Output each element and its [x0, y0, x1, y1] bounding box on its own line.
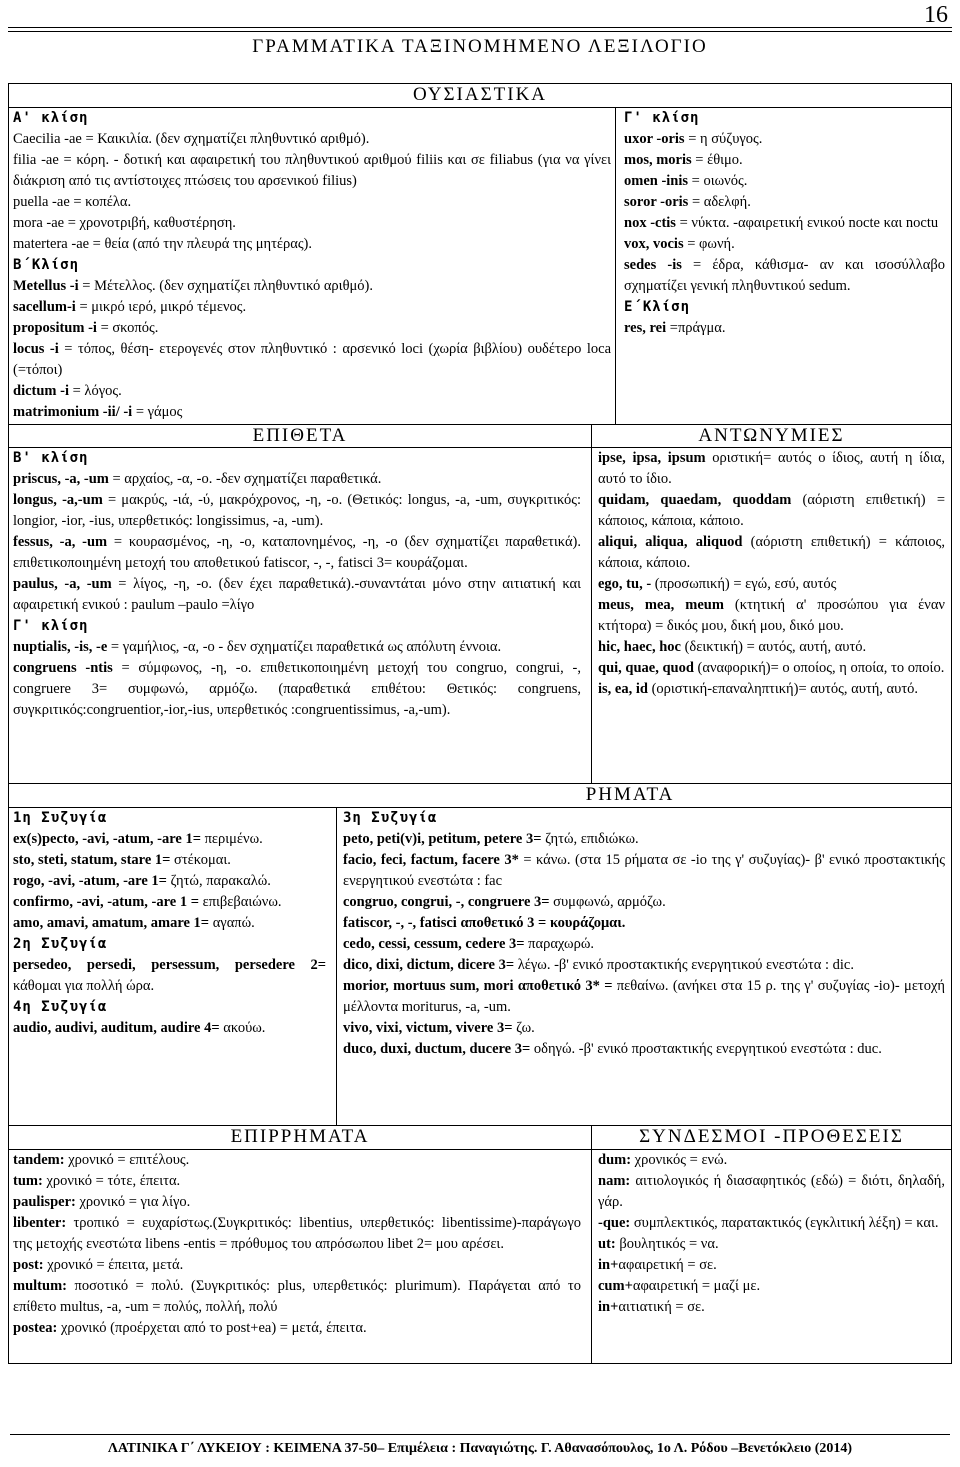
- entry-definition: χρονικό = για λίγο.: [75, 1194, 191, 1210]
- entry-term: persedeo, persedi, persessum, persedere 2=: [13, 957, 326, 973]
- entry-term: ipse, ipsa, ipsum: [598, 450, 706, 466]
- entry-definition: χρονικό = έπειτα, μετά.: [43, 1257, 184, 1273]
- entry-definition: χρονικό = τότε, έπειτα.: [42, 1173, 181, 1189]
- entry-term: morior, mortuus sum, mori αποθετικό 3* =: [343, 978, 613, 994]
- entry-definition: = γάμος: [132, 404, 183, 420]
- entry: [598, 532, 945, 574]
- footer: ΛΑΤΙΝΙΚΑ Γ΄ ΛΥΚΕΙΟΥ : ΚΕΙΜΕΝΑ 37-50– Επιμέλεια : Παναγιώτης. Γ. Αθανασόπουλος, 1ο Λ. Ρόδου –Βενετόκλειο (2014): [107, 1441, 853, 1456]
- entry: [598, 1255, 945, 1276]
- entry: [13, 339, 611, 381]
- entry-term: fessus, -a, -um: [13, 534, 108, 550]
- entry-definition: (κτητική α' προσώπου για έναν κτήτορα) = δικός μου, δική μου, δικό μου.: [598, 597, 945, 634]
- section-heading: 1η Συζυγία: [13, 810, 108, 826]
- entry: [13, 318, 611, 339]
- entry: [13, 150, 611, 192]
- entry-term: -que:: [598, 1215, 631, 1231]
- entry-term: soror -oris: [624, 194, 689, 210]
- entry-definition: = νύκτα. -αφαιρετική ενικού nocte και noctu: [675, 215, 939, 231]
- entry-definition: ζητώ, παρακαλώ.: [166, 873, 271, 889]
- entry-definition: = έθιμο.: [691, 152, 743, 168]
- main-title: ΓΡΑΜΜΑΤΙΚΑ ΤΑΞΙΝΟΜΗΜΕΝΟ ΛΕΞΙΛΟΓΙΟ: [252, 36, 708, 57]
- entry-term: meus, mea, meum: [598, 597, 724, 613]
- entry-term: cedo, cessi, cessum, cedere 3=: [343, 936, 525, 952]
- entry-term: in+: [598, 1257, 619, 1273]
- entry-definition: = κουρασμένος, -η, -ο, καταπονημένος, -η, -ο (δεν σχηματίζει παραθετικά). επιθετικοποιημένη μετοχή του αποθετικού fatiscor, -, -, fatisci 3= κουράζομαι.: [13, 534, 581, 571]
- entry-definition: = γαμήλιος, -α, -ο - δεν σχηματίζει παραθετικά ως απόλυτη έννοια.: [107, 639, 502, 655]
- entry: [343, 913, 945, 934]
- entry-term: paulisper:: [13, 1194, 76, 1210]
- entry-term: postea:: [13, 1320, 58, 1336]
- entry-definition: = αδελφή.: [688, 194, 751, 210]
- adverbs-title: ΕΠΙΡΡΗΜΑΤΑ: [230, 1126, 370, 1147]
- entry-definition: = φωνή.: [683, 236, 735, 252]
- entry-definition: = μακρύς, -ιά, -ύ, μακρόχρονος, -η, -ο. (Θετικός: longus, -a, -um, συγκριτικός: longior, -ior, -ius, υπερθετικός: longissimus, -a, -um).: [13, 492, 581, 529]
- entry: [13, 850, 326, 871]
- entry-term: res, rei: [624, 320, 667, 336]
- entry-term: tandem:: [13, 1152, 65, 1168]
- entry-definition: επιβεβαιώνω.: [198, 894, 282, 910]
- entry: [624, 171, 945, 192]
- entry: [598, 1234, 945, 1255]
- footer-rule: [10, 1434, 950, 1435]
- entry-term: rogo, -avi, -atum, -are 1=: [13, 873, 167, 889]
- entry-term: peto, peti(v)i, petitum, petere 3=: [343, 831, 542, 847]
- entry: [13, 871, 326, 892]
- entry-definition: =πράγμα.: [666, 320, 726, 336]
- entry-definition: περιμένω.: [200, 831, 263, 847]
- section-heading: 4η Συζυγία: [13, 999, 108, 1015]
- entry-term: sto, steti, statum, stare 1=: [13, 852, 171, 868]
- entry: [343, 829, 945, 850]
- section-heading: Γ' κλίση: [624, 110, 700, 126]
- entry: [598, 595, 945, 637]
- entry: [624, 129, 945, 150]
- entry-definition: κάθομαι για πολλή ώρα.: [13, 978, 155, 994]
- entry-definition: (αναφορική)= ο οποίος, η οποία, το οποίο.: [693, 660, 945, 676]
- section-heading: Β΄Κλίση: [13, 257, 80, 273]
- entry: [598, 658, 945, 679]
- entry: [598, 490, 945, 532]
- entry-term: dictum -i: [13, 383, 69, 399]
- entry-definition: βουλητικός = να.: [615, 1236, 719, 1252]
- entry-term: tum:: [13, 1173, 43, 1189]
- entry: [598, 679, 945, 700]
- entry: [13, 1171, 581, 1192]
- entry: [343, 1018, 945, 1039]
- entry-definition: = λόγος.: [68, 383, 122, 399]
- entry-term: Metellus -i: [13, 278, 79, 294]
- entry: [13, 532, 581, 574]
- entry-definition: οδηγώ. -β' ενικό προστακτικής ενεργητικού ενεστώτα : duc.: [530, 1041, 882, 1057]
- entry-term: quidam, quaedam, quoddam: [598, 492, 792, 508]
- entry-definition: (δεικτική) = αυτός, αυτή, αυτό.: [680, 639, 867, 655]
- section-heading: Γ' κλίση: [13, 618, 89, 634]
- entry-definition: αιτιατική = σε.: [618, 1299, 705, 1315]
- entry-term: aliqui, aliqua, aliquod: [598, 534, 743, 550]
- entry: [13, 490, 581, 532]
- entry-term: mos, moris: [624, 152, 692, 168]
- entry: [13, 829, 326, 850]
- entry-term: hic, haec, hoc: [598, 639, 681, 655]
- entry-definition: (οριστική-επαναληπτική)= αυτός, αυτή, αυτό.: [647, 681, 919, 697]
- entry-term: vox, vocis: [624, 236, 684, 252]
- entry-definition: αφαιρετική = μαζί με.: [632, 1278, 761, 1294]
- entry-term: nuptialis, -is, -e: [13, 639, 108, 655]
- verbs-right: [343, 808, 945, 1060]
- entry-definition: = οιωνός.: [688, 173, 748, 189]
- entry-term: locus -i: [13, 341, 59, 357]
- entry: [13, 381, 611, 402]
- entry-definition: = η σύζυγος.: [684, 131, 763, 147]
- nouns-right-cell: [615, 107, 952, 425]
- entry-definition: = σύμφωνος, -η, -ο. επιθετικοποιημένη μετοχή του congruo, congrui, -, congruere 3= συμφωνώ, αρμόζω. (παραθετικά επιθέτου: Θετικός: congruens, συγκριτικός:congruentior,-ior,-ius, υπερθετικός :congruentissimus, -a,-um).: [13, 660, 581, 718]
- entry: [343, 850, 945, 892]
- entry: [343, 955, 945, 976]
- verbs-right-cell: [336, 807, 952, 1126]
- entry-term: vivo, vixi, victum, vivere 3=: [343, 1020, 513, 1036]
- entry: [598, 574, 945, 595]
- entry-term: cum+: [598, 1278, 633, 1294]
- entry: [13, 1192, 581, 1213]
- entry-term: ut:: [598, 1236, 616, 1252]
- entry: [598, 1171, 945, 1213]
- pronouns-title-cell: [591, 424, 952, 448]
- entry-definition: λέγω. -β' ενικό προστακτικής ενεργητικού ενεστώτα : dic.: [514, 957, 854, 973]
- entry-term: confirmo, -avi, -atum, -are 1 =: [13, 894, 199, 910]
- entry: [343, 976, 945, 1018]
- entry-definition: αφαιρετική = σε.: [618, 1257, 717, 1273]
- entry-definition: Caecilia -ae = Καικιλία. (δεν σχηματίζει πληθυντικό αριθμό).: [13, 131, 370, 147]
- entry-definition: = αρχαίος, -α, -ο. -δεν σχηματίζει παραθετικά.: [108, 471, 382, 487]
- nouns-title-cell: [8, 83, 952, 108]
- adverbs-list: [13, 1150, 581, 1339]
- entry-term: qui, quae, quod: [598, 660, 694, 676]
- entry-definition: filia -ae = κόρη. - δοτική και αφαιρετική του πληθυντικού αριθμού filiis και σε filiabus (για να γίνει διάκριση από τις αντίστοιχες πτώσεις του αρσενικού filius): [13, 152, 611, 189]
- entry-term: sedes -is: [624, 257, 682, 273]
- entry: [13, 213, 611, 234]
- entry-definition: αιτιολογικός ή διασαφητικός (εδώ) = διότι, δηλαδή, γάρ.: [598, 1173, 945, 1210]
- entry: [624, 234, 945, 255]
- entry: [13, 1150, 581, 1171]
- entry: [13, 637, 581, 658]
- entry-definition: χρονικό = επιτέλους.: [64, 1152, 190, 1168]
- entry: [13, 892, 326, 913]
- conjunctions-title-cell: [591, 1125, 952, 1150]
- entry: [624, 255, 945, 297]
- pronouns-title: ΑΝΤΩΝΥΜΙΕΣ: [698, 425, 845, 446]
- adjectives-title-cell: [8, 424, 592, 448]
- entry: [624, 150, 945, 171]
- entry: [13, 574, 581, 616]
- pronouns-cell: [591, 447, 952, 784]
- entry-term: fatiscor, -, -, fatisci αποθετικό 3 = κουράζομαι.: [343, 915, 626, 931]
- entry: [624, 213, 945, 234]
- entry-definition: ζητώ, επιδιώκω.: [541, 831, 639, 847]
- entry-definition: = κάνω. (στα 15 ρήματα σε -io της γ' συζυγίας)- β' ενικό προστακτικής ενεργητικού ενεστώτα : fac: [343, 852, 946, 889]
- entry-definition: αγαπώ.: [209, 915, 255, 931]
- entry-definition: συμπλεκτικός, παρατακτικός (εγκλιτική λέξη) = και.: [630, 1215, 939, 1231]
- entry: [624, 318, 945, 339]
- adjectives-cell: [8, 447, 592, 784]
- entry: [13, 129, 611, 150]
- page-number: 16: [924, 2, 948, 28]
- entry-term: facio, feci, factum, facere 3*: [343, 852, 519, 868]
- entry-term: is, ea, id: [598, 681, 648, 697]
- nouns-left-cell: [8, 107, 616, 425]
- entry-term: duco, duxi, ductum, ducere 3=: [343, 1041, 531, 1057]
- entry-term: longus, -a,-um: [13, 492, 103, 508]
- entry-definition: (αόριστη επιθετική) = κάποιος, κάποια, κάποιο.: [598, 492, 946, 529]
- entry-term: dico, dixi, dictum, dicere 3=: [343, 957, 515, 973]
- entry: [13, 1018, 326, 1039]
- entry-definition: = λίγος, -η, -ο. (δεν έχει παραθετικά).-συναντάται μόνο στην αιτιατική και αφαιρετική ενικού : paulum –paulo =λίγο: [13, 576, 581, 613]
- entry: [13, 955, 326, 997]
- entry-definition: = Μέτελλος. (δεν σχηματίζει πληθυντικό αριθμό).: [78, 278, 373, 294]
- conjunctions-cell: [591, 1149, 952, 1364]
- entry-term: in+: [598, 1299, 619, 1315]
- section-heading: Α' κλίση: [13, 110, 89, 126]
- entry-term: amo, amavi, amatum, amare 1=: [13, 915, 210, 931]
- entry-term: congruens -ntis: [13, 660, 113, 676]
- entry: [13, 297, 611, 318]
- entry: [598, 1150, 945, 1171]
- entry-term: ego, tu, -: [598, 576, 652, 592]
- verbs-left: [13, 808, 326, 1039]
- entry-term: post:: [13, 1257, 44, 1273]
- nouns-right: [624, 108, 945, 339]
- entry-definition: παραχωρώ.: [524, 936, 594, 952]
- entry: [598, 1297, 945, 1318]
- adverbs-title-cell: [8, 1125, 592, 1150]
- entry-definition: = τόπος, θέση- ετερογενές στον πληθυντικό : αρσενικό loci (χωρία βιβλίου) ουδέτερο loca (=τόποι): [13, 341, 611, 378]
- entry: [13, 1213, 581, 1255]
- entry-definition: στέκομαι.: [170, 852, 231, 868]
- entry-term: audio, audivi, auditum, audire 4=: [13, 1020, 220, 1036]
- entry-definition: ζω.: [512, 1020, 535, 1036]
- conjunctions-list: [598, 1150, 945, 1318]
- conjunctions-title: ΣΥΝΔΕΣΜΟΙ -ΠΡΟΘΕΣΕΙΣ: [639, 1126, 904, 1147]
- entry-term: propositum -i: [13, 320, 97, 336]
- section-heading: Ε΄Κλίση: [624, 299, 691, 315]
- verbs-title-cell: [8, 783, 952, 808]
- entry-term: priscus, -a, -um: [13, 471, 109, 487]
- entry-definition: matertera -ae = θεία (από την πλευρά της μητέρας).: [13, 236, 313, 252]
- entry-definition: συμφωνώ, αρμόζω.: [549, 894, 666, 910]
- entry: [13, 276, 611, 297]
- section-heading: 3η Συζυγία: [343, 810, 438, 826]
- entry-term: libenter:: [13, 1215, 67, 1231]
- entry-term: nam:: [598, 1173, 631, 1189]
- entry-term: matrimonium -ii/ -i: [13, 404, 133, 420]
- adjectives-title: ΕΠΙΘΕΤΑ: [252, 425, 348, 446]
- entry-definition: (προσωπική) = εγώ, εσύ, αυτός: [651, 576, 837, 592]
- entry-term: uxor -oris: [624, 131, 685, 147]
- entry: [343, 1039, 945, 1060]
- entry-definition: (αόριστη επιθετική) = κάποιος, κάποια, κάποιο.: [598, 534, 946, 571]
- entry-definition: χρονικό (προέρχεται από το post+ea) = μετά, έπειτα.: [57, 1320, 367, 1336]
- entry-definition: ποσοτικό = πολύ. (Συγκριτικός: plus, υπερθετικός: plurimum). Παράγεται από το επίθετο multus, -a, -um = πολύς, πολλή, πολύ: [13, 1278, 581, 1315]
- entry: [598, 1213, 945, 1234]
- entry-definition: τροπικό = ευχαρίστως.(Συγκριτικός: libentius, υπερθετικός: libentissime)-παράγωγο της μετοχής ενεστώτα libens -entis = πρόθυμος του απρόσωπου libet 2= μου αρέσει.: [13, 1215, 581, 1252]
- entry: [598, 637, 945, 658]
- entry-term: congruo, congrui, -, congruere 3=: [343, 894, 550, 910]
- entry: [13, 469, 581, 490]
- entry-definition: χρονικός = ενώ.: [631, 1152, 728, 1168]
- entry: [13, 1276, 581, 1318]
- entry: [598, 1276, 945, 1297]
- entry-definition: = έδρα, κάθισμα- αν και ισοσύλλαβο σχηματίζει γενική πληθυντικού sedum.: [624, 257, 945, 294]
- entry-term: multum:: [13, 1278, 67, 1294]
- verbs-title: ΡΗΜΑΤΑ: [585, 784, 675, 805]
- entry: [13, 234, 611, 255]
- entry: [13, 1318, 581, 1339]
- nouns-title: ΟΥΣΙΑΣΤΙΚΑ: [412, 84, 548, 105]
- entry-term: paulus, -a, -um: [13, 576, 112, 592]
- entry: [624, 192, 945, 213]
- entry: [13, 658, 581, 721]
- nouns-left: [13, 108, 611, 423]
- entry-definition: puella -ae = κοπέλα.: [13, 194, 132, 210]
- entry: [13, 913, 326, 934]
- entry-definition: ακούω.: [219, 1020, 266, 1036]
- entry: [598, 448, 945, 490]
- section-heading: 2η Συζυγία: [13, 936, 108, 952]
- adjectives-list: [13, 448, 581, 721]
- entry-term: sacellum-i: [13, 299, 76, 315]
- entry-definition: = σκοπός.: [96, 320, 159, 336]
- entry-term: dum:: [598, 1152, 632, 1168]
- entry-definition: οριστική= αυτός ο ίδιος, αυτή η ίδια, αυτό το ίδιο.: [598, 450, 945, 487]
- verbs-left-cell: [8, 807, 337, 1126]
- entry-term: nox -ctis: [624, 215, 676, 231]
- entry-definition: mora -ae = χρονοτριβή, καθυστέρηση.: [13, 215, 236, 231]
- adverbs-cell: [8, 1149, 592, 1364]
- entry: [13, 402, 611, 423]
- pronouns-list: [598, 448, 945, 700]
- entry-term: ex(s)pecto, -avi, -atum, -are 1=: [13, 831, 201, 847]
- top-rule: [8, 27, 952, 32]
- entry-term: omen -inis: [624, 173, 689, 189]
- entry-definition: πεθαίνω. (ανήκει στα 15 ρ. της γ' συζυγίας -io)- μετοχή μέλλοντα moriturus, -a, -um.: [343, 978, 946, 1015]
- entry-definition: = μικρό ιερό, μικρό τέμενος.: [75, 299, 247, 315]
- entry: [343, 934, 945, 955]
- entry: [13, 1255, 581, 1276]
- entry: [13, 192, 611, 213]
- entry: [343, 892, 945, 913]
- section-heading: Β' κλίση: [13, 450, 89, 466]
